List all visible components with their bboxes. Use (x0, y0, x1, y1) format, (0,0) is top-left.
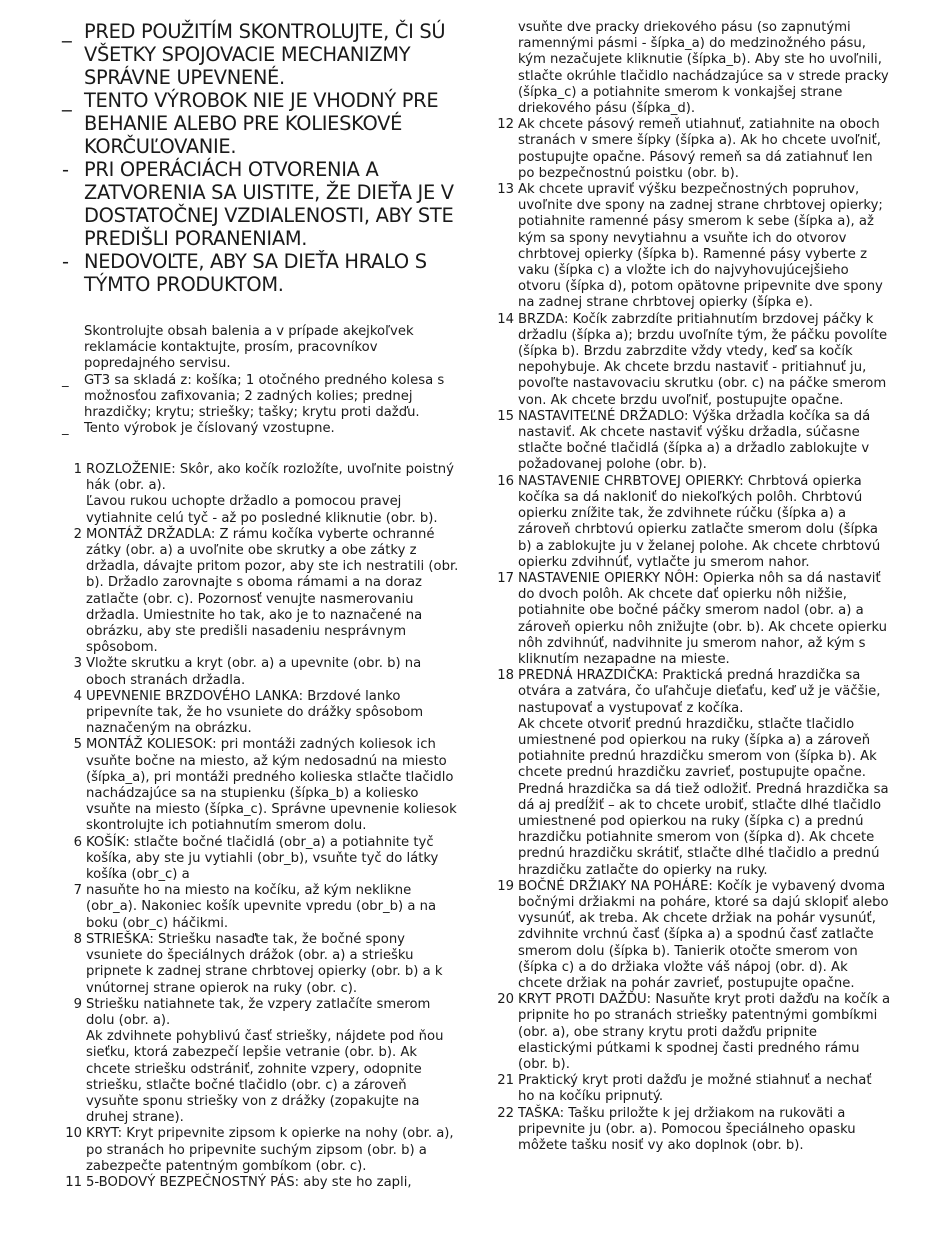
item-text (518, 668, 892, 879)
item-paragraph: Vložte skrutku a kryt (obr. a) a upevnite (obr. b) na oboch stranách držadla. (86, 656, 422, 688)
item-number: 7 (73, 883, 82, 899)
item-paragraph: KRYT: Kryt pripevnite zipsom k opierke na nohy (obr. a), po stranách ho pripevnite suchým zipsom (obr. b) a zabezpečte patentným gombíkom (obr. c). (86, 1126, 454, 1174)
instruction-item (494, 1073, 892, 1105)
warning-item (62, 89, 462, 158)
item-number: 21 (497, 1073, 514, 1089)
item-number: 1 (73, 462, 82, 477)
item-11-continuation (494, 20, 892, 117)
item-paragraph: nasuňte ho na miesto na kočíku, až kým neklikne (obr_a). Nakoniec košík upevnite vpredu (obr_b) a na boku (obr_c) háčikmi. (86, 883, 437, 931)
instruction-item (62, 689, 462, 738)
warning-item (62, 158, 462, 250)
item-text (518, 182, 892, 312)
item-number: 18 (497, 668, 514, 684)
item-number: 9 (73, 996, 82, 1012)
item-text (518, 474, 892, 571)
item-number: 19 (497, 878, 514, 894)
item-text (518, 117, 892, 182)
intro-bullet-text: Tento výrobok je číslovaný vzostupne. (84, 421, 335, 436)
intro-bullet-text: GT3 sa skladá z: košíka; 1 otočného predného kolesa s možnosťou zafixovania; 2 zadných kolies; prednej hrazdičky; krytu; striešky; tašky; krytu proti dažďu. (84, 373, 445, 420)
item-number: 8 (73, 931, 82, 947)
item-number: 15 (497, 408, 514, 424)
warning-item (62, 250, 462, 296)
item-text (86, 737, 462, 834)
item-text (86, 656, 462, 688)
instruction-item (62, 462, 462, 527)
warning-bullet: - (62, 250, 69, 273)
instruction-item (62, 1175, 462, 1191)
instruction-item (62, 1126, 462, 1175)
item-number: 3 (73, 656, 82, 672)
item-text (86, 835, 462, 884)
instruction-item (494, 312, 892, 409)
intro-bullets (62, 373, 462, 437)
item-text (518, 1106, 892, 1155)
instruction-item (62, 737, 462, 834)
item-text (518, 879, 892, 992)
instructions-list-left (62, 462, 462, 1191)
left-column (62, 20, 462, 1191)
item-paragraph: MONTÁŽ KOLIESOK: pri montáži zadných koliesok ich vsuňte bočne na miesto, až kým nedosadnú na miesto (šípka_a), pri montáži predného kolieska stlačte tlačidlo nachádzajúce sa na stupienku (šípka_b) a koliesko vsuňte na miesto (šípka_c). Správne upevnenie koliesok skontrolujte ich potiahnutím smerom dolu. (86, 737, 457, 834)
intro-block (62, 324, 462, 437)
item-text (518, 409, 892, 474)
instruction-item (494, 668, 892, 879)
warning-text: TENTO VÝROBOK NIE JE VHODNÝ PRE BEHANIE ALEBO PRE KOLIESKOVÉ KORČUĽOVANIE. (84, 89, 439, 158)
item-paragraph: BRZDA: Kočík zabrzdíte pritiahnutím brzdovej páčky k držadlu (šípka a); brzdu uvoľníte tým, že páčku povolíte (šípka b). Brzdu zabrzdite vždy vtedy, keď sa kočík nepohybuje. Ak chcete brzdu nastaviť - pritiahnuť ju, povoľte nastavovaciu skrutku (obr. c) na páčke smerom von. Ak chcete brzdu uvoľniť, postupujte opačne. (518, 311, 888, 408)
item-paragraph: Praktický kryt proti dažďu je možné stiahnuť a nechať ho na kočíku pripnutý. (518, 1073, 872, 1105)
instruction-item (494, 879, 892, 992)
warning-text: PRED POUŽITÍM SKONTROLUJTE, ČI SÚ VŠETKY SPOJOVACIE MECHANIZMY SPRÁVNE UPEVNENÉ. (84, 20, 446, 89)
item-paragraph: Ak chcete pásový remeň utiahnuť, zatiahnite na oboch stranách v smere šípky (šípka a). Ak ho chcete uvoľniť, postupujte opačne. Pásový remeň sa dá zatiahnuť len po bezpečnostnú poistku (obr. b). (518, 117, 881, 181)
item-paragraph: STRIEŠKA: Striešku nasaďte tak, že bočné spony vsuniete do špeciálnych drážok (obr. a) a striešku pripnete k zadnej strane chrbtovej opierky (obr. b) a k vnútornej strane opierok na ruky (obr. c). (86, 931, 443, 996)
item-text (518, 571, 892, 668)
item-paragraph: Striešku natiahnete tak, že vzpery zatlačíte smerom dolu (obr. a). (86, 996, 431, 1028)
item-number: 12 (497, 117, 514, 133)
warning-bullet: _ (62, 89, 72, 112)
item-number: 5 (73, 737, 82, 753)
item-text (518, 992, 892, 1073)
intro-bullet-mark: _ (62, 373, 69, 388)
item-text (86, 932, 462, 997)
warnings-block (62, 20, 462, 296)
item-paragraph: KRYT PROTI DAŽĎU: Nasuňte kryt proti dažďu na kočík a pripnite ho po stranách striešky patentnými gombíkmi (obr. a), obe strany krytu proti dažďu pripnite elastickými pútkami k spodnej časti predného rámu (obr. b). (518, 992, 891, 1072)
item-paragraph: Ak chcete upraviť výšku bezpečnostných popruhov, uvoľnite dve spony na zadnej strane chrbtovej opierky; potiahnite ramenné pásy smerom k sebe (šípka a), až kým sa spony nevytiahnu a vsuňte ich do otvorov chrbtovej opierky (šípka b). Ramenné pásy vyberte z vaku (šípka c) a vložte ich do najvyhovujúcejšieho otvoru (šípka d), potom opätovne pripevnite dve spony na zadnej strane chrbtovej opierky (šípka e). (518, 182, 883, 311)
warning-text: PRI OPERÁCIÁCH OTVORENIA A ZATVORENIA SA UISTITE, ŽE DIEŤA JE V DOSTATOČNEJ VZDIALENOSTI, ABY STE PREDIŠLI PORANENIAM. (84, 158, 454, 250)
warning-bullet: - (62, 158, 69, 181)
instruction-item (494, 571, 892, 668)
item-number: 16 (497, 473, 514, 489)
item-paragraph: Ak chcete otvoriť prednú hrazdičku, stlačte tlačidlo umiestnené pod opierkou na ruky (šípka a) a zároveň potiahnite prednú hrazdičku smerom von (šípka b). Ak chcete prednú hrazdičku zavrieť, postupujte opačne. Predná hrazdička sa dá tiež odložiť. Predná hrazdička sa dá aj predĺžiť – ak to chcete urobiť, stlačte dlhé tlačidlo umiestnené pod opierkou na ruky (šípka c) a prednú hrazdičku potiahnite smerom von (šípka d). Ak chcete prednú hrazdičku skrátiť, stlačte dlhé tlačidlo a prednú hrazdičku zatlačte do opierky na ruky. (518, 716, 889, 878)
instruction-item (62, 997, 462, 1127)
item-text (86, 883, 462, 932)
instruction-item (62, 656, 462, 688)
item-paragraph: TAŠKA: Tašku priložte k jej držiakom na rukoväti a pripevnite ju (obr. a). Pomocou špeciálneho opasku môžete tašku nosiť vy ako doplnok (obr. b). (518, 1105, 856, 1154)
instruction-item (62, 835, 462, 884)
item-text (86, 527, 462, 657)
item-text (86, 1175, 462, 1191)
item-text (518, 1073, 892, 1105)
item-text (86, 462, 462, 527)
instruction-item (494, 182, 892, 312)
instruction-item (62, 527, 462, 657)
intro-bullet-item (62, 421, 462, 437)
item-number: 22 (497, 1105, 514, 1121)
warning-text: NEDOVOĽTE, ABY SA DIEŤA HRALO S TÝMTO PRODUKTOM. (84, 250, 427, 296)
item-text (86, 689, 462, 738)
item-number: 14 (497, 311, 514, 327)
item-paragraph: ROZLOŽENIE: Skôr, ako kočík rozložíte, uvoľnite poistný hák (obr. a). (86, 462, 454, 494)
instructions-list-right (494, 20, 892, 1154)
item-text: vsuňte dve pracky driekového pásu (so zapnutými ramennými pásmi - šípka_a) do medzinožného pásu, kým nezačujete kliknutie (šípka_b). Aby ste ho uvoľnili, stlačte okrúhle tlačidlo nachádzajúce sa v strede pracky (šípka_c) a potiahnite smerom k vonkajšej strane driekového pásu (šípka_d). (518, 20, 889, 117)
item-paragraph: NASTAVITEĽNÉ DRŽADLO: Výška držadla kočíka sa dá nastaviť. Ak chcete nastaviť výšku držadla, súčasne stlačte bočné tlačidlá (šípka a) a držadlo zablokujte v požadovanej polohe (obr. b). (518, 408, 871, 473)
instruction-item (494, 1106, 892, 1155)
item-number: 20 (497, 992, 514, 1008)
item-paragraph: BOČNÉ DRŽIAKY NA POHÁRE: Kočík je vybavený dvoma bočnými držiakmi na poháre, ktoré sa dajú sklopiť alebo vysunúť, ak treba. Ak chcete držiak na pohár vysunúť, zdvihnite vrchnú časť (šípka a) a spodnú časť zatlačte smerom dolu (šípka b). Tanierik otočte smerom von (šípka c) a do držiaka vložte váš nápoj (obr. d). Ak chcete držiak na pohár zavrieť, postupujte opačne. (518, 878, 889, 991)
intro-paragraph: Skontrolujte obsah balenia a v prípade akejkoľvek reklamácie kontaktujte, prosím, pracovníkov popredajného servisu. (84, 324, 414, 371)
item-text (518, 312, 892, 409)
item-text (86, 1126, 462, 1175)
warning-item (62, 20, 462, 89)
item-number: 11 (65, 1174, 82, 1190)
item-paragraph: UPEVNENIE BRZDOVÉHO LANKA: Brzdové lanko pripevníte tak, že ho vsuniete do drážky spôsobom naznačeným na obrázku. (86, 688, 424, 737)
item-number: 2 (73, 526, 82, 542)
instruction-item (494, 474, 892, 571)
instruction-item (62, 883, 462, 932)
instruction-item (494, 117, 892, 182)
instruction-item (494, 409, 892, 474)
instruction-item (62, 932, 462, 997)
intro-bullet-mark: _ (62, 421, 69, 436)
item-paragraph: KOŠÍK: stlačte bočné tlačidlá (obr_a) a potiahnite tyč košíka, aby ste ju vytiahli (obr_b), vsuňte tyč do látky košíka (obr_c) a (86, 834, 439, 883)
right-column (494, 20, 892, 1154)
item-paragraph: NASTAVENIE OPIERKY NÔH: Opierka nôh sa dá nastaviť do dvoch polôh. Ak chcete dať opierku nôh nižšie, potiahnite obe bočné páčky smerom nadol (obr. a) a zároveň opierku nôh znižujte (obr. b). Ak chcete opierku nôh zdvihnúť, nadvihnite ju smerom nahor, až kým s kliknutím nezapadne na mieste. (518, 570, 888, 667)
item-paragraph: Ľavou rukou uchopte držadlo a pomocou pravej vytiahnite celú tyč - až po posledné kliknutie (obr. b). (86, 494, 438, 526)
item-text (86, 997, 462, 1127)
warning-bullet: _ (62, 20, 72, 43)
item-paragraph: Ak zdvihnete pohyblivú časť striešky, nájdete pod ňou sieťku, ktorá zabezpečí lepšie vetranie (obr. b). Ak chcete striešku odstrániť, zohnite vzpery, odopnite striešku, stlačte bočné tlačidlo (obr. c) a zároveň vysuňte sponu striešky von z drážky (zopakujte na druhej strane). (86, 1029, 444, 1126)
item-paragraph: MONTÁŽ DRŽADLA: Z rámu kočíka vyberte ochranné zátky (obr. a) a uvoľnite obe skrutky a obe zátky z držadla, dávajte pritom pozor, aby ste ich nestratili (obr. b). Držadlo zarovnajte s oboma rámami a na doraz zatlačte (obr. c). Pozornosť venujte nasmerovaniu držadla. Umiestnite ho tak, ako je to naznačené na obrázku, aby ste predišli nasadeniu nesprávnym spôsobom. (86, 526, 459, 656)
item-paragraph: PREDNÁ HRAZDIČKA: Praktická predná hrazdička sa otvára a zatvára, čo uľahčuje dieťaťu, keď už je väčšie, nastupovať a vystupovať z kočíka. (518, 668, 881, 716)
item-number: 6 (73, 834, 82, 850)
item-number: 17 (497, 570, 514, 586)
item-number: 13 (497, 182, 514, 198)
item-number: 4 (73, 688, 82, 704)
instruction-item (494, 992, 892, 1073)
item-paragraph: NASTAVENIE CHRBTOVEJ OPIERKY: Chrbtová opierka kočíka sa dá nakloniť do niekoľkých polôh. Chrbtovú opierku znížite tak, že zdvihnete rúčku (šípka a) a zároveň chrbtovú opierku zatlačte smerom dolu (šípka b) a zablokujte ju v želanej polohe. Ak chcete chrbtovú opierku zdvihnúť, vytlačte ju smerom nahor. (518, 473, 881, 570)
item-paragraph: 5-BODOVÝ BEZPEČNOSTNÝ PÁS: aby ste ho zapli, (86, 1174, 412, 1190)
intro-bullet-item (62, 373, 462, 421)
item-number: 10 (65, 1126, 82, 1142)
